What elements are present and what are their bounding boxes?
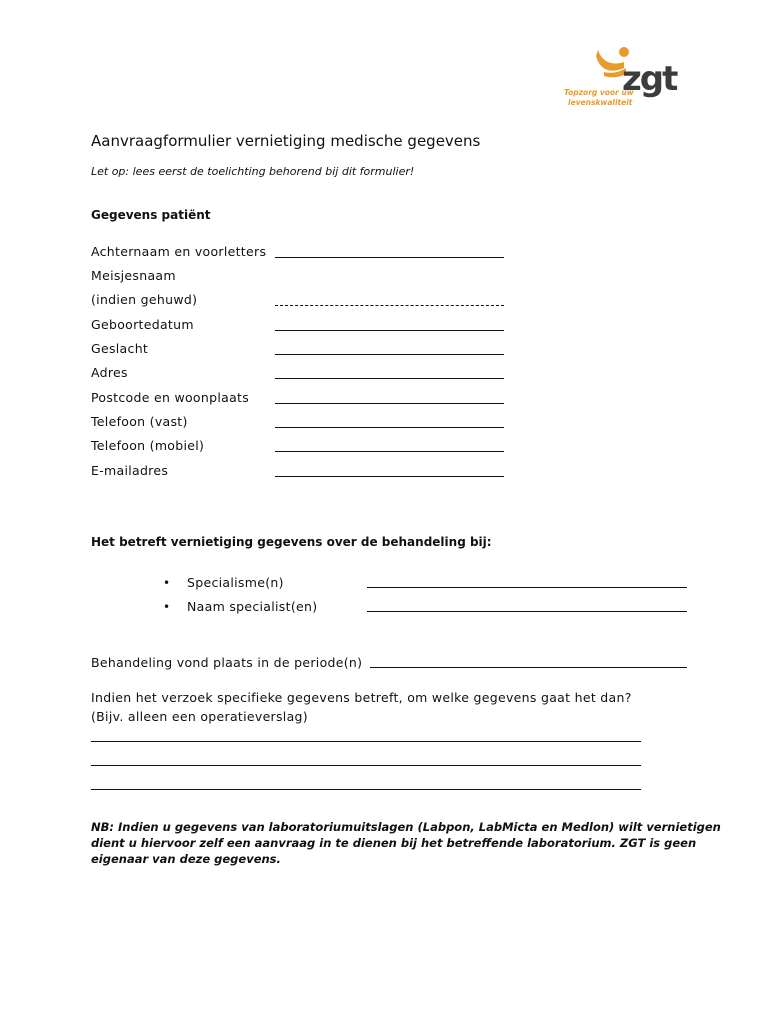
question-line-2: (Bijv. alleen een operatieverslag) xyxy=(91,709,308,724)
field-label-geboortedatum: Geboortedatum xyxy=(91,317,194,332)
zgt-figure-icon xyxy=(560,44,630,90)
field-input-naam-specialist[interactable] xyxy=(367,611,687,612)
patient-section-heading: Gegevens patiënt xyxy=(91,208,211,222)
field-label-adres: Adres xyxy=(91,365,128,380)
field-input-adres[interactable] xyxy=(275,378,504,379)
page-title: Aanvraagformulier vernietiging medische gegevens xyxy=(91,132,481,150)
field-input-email[interactable] xyxy=(275,476,504,477)
specific-data-question xyxy=(91,688,711,726)
field-input-telefoon-mobiel[interactable] xyxy=(275,451,504,452)
bullet-label-naam-specialist: Naam specialist(en) xyxy=(187,599,318,614)
answer-line-3[interactable] xyxy=(91,789,641,790)
field-label-indien-gehuwd: (indien gehuwd) xyxy=(91,292,198,307)
nb-laboratory-note: NB: Indien u gegevens van laboratoriumuitslagen (Labpon, LabMicta en Medlon) wilt vernietigen dient u hiervoor zelf een aanvraag in te dienen bij het betreffende laboratorium. ZGT is geen eigenaar van deze gegevens. xyxy=(91,820,721,866)
field-label-telefoon-mobiel: Telefoon (mobiel) xyxy=(91,438,205,453)
field-label-telefoon-vast: Telefoon (vast) xyxy=(91,414,188,429)
field-input-specialisme[interactable] xyxy=(367,587,687,588)
treatment-section-heading: Het betreft vernietiging gegevens over de behandeling bij: xyxy=(91,535,492,549)
field-input-geboortedatum[interactable] xyxy=(275,330,504,331)
field-label-postcode: Postcode en woonplaats xyxy=(91,390,250,405)
tagline-line-2: levenskwaliteit xyxy=(568,98,633,107)
field-label-meisjesnaam: Meisjesnaam xyxy=(91,268,176,283)
zgt-logo xyxy=(560,44,700,114)
question-line-1: Indien het verzoek specifieke gegevens betreft, om welke gegevens gaat het dan? xyxy=(91,690,632,705)
field-input-meisjesnaam[interactable] xyxy=(275,305,504,306)
field-input-geslacht[interactable] xyxy=(275,354,504,355)
field-input-achternaam[interactable] xyxy=(275,257,504,258)
field-input-postcode[interactable] xyxy=(275,403,504,404)
answer-line-1[interactable] xyxy=(91,741,641,742)
answer-line-2[interactable] xyxy=(91,765,641,766)
instruction-note: Let op: lees eerst de toelichting behorend bij dit formulier! xyxy=(91,165,415,178)
field-label-geslacht: Geslacht xyxy=(91,341,149,356)
field-label-achternaam: Achternaam en voorletters xyxy=(91,244,267,259)
tagline-line-1: Topzorg voor uw xyxy=(564,88,634,97)
bullet-label-specialisme: Specialisme(n) xyxy=(187,575,284,590)
field-label-email: E-mailadres xyxy=(91,463,169,478)
bullet-icon: • xyxy=(163,576,171,590)
period-label: Behandeling vond plaats in de periode(n) xyxy=(91,655,363,670)
zgt-logo-word: zgt xyxy=(622,59,677,99)
zgt-logo-tagline xyxy=(564,88,634,108)
bullet-icon: • xyxy=(163,600,171,614)
field-input-periode[interactable] xyxy=(370,667,687,668)
field-input-telefoon-vast[interactable] xyxy=(275,427,504,428)
